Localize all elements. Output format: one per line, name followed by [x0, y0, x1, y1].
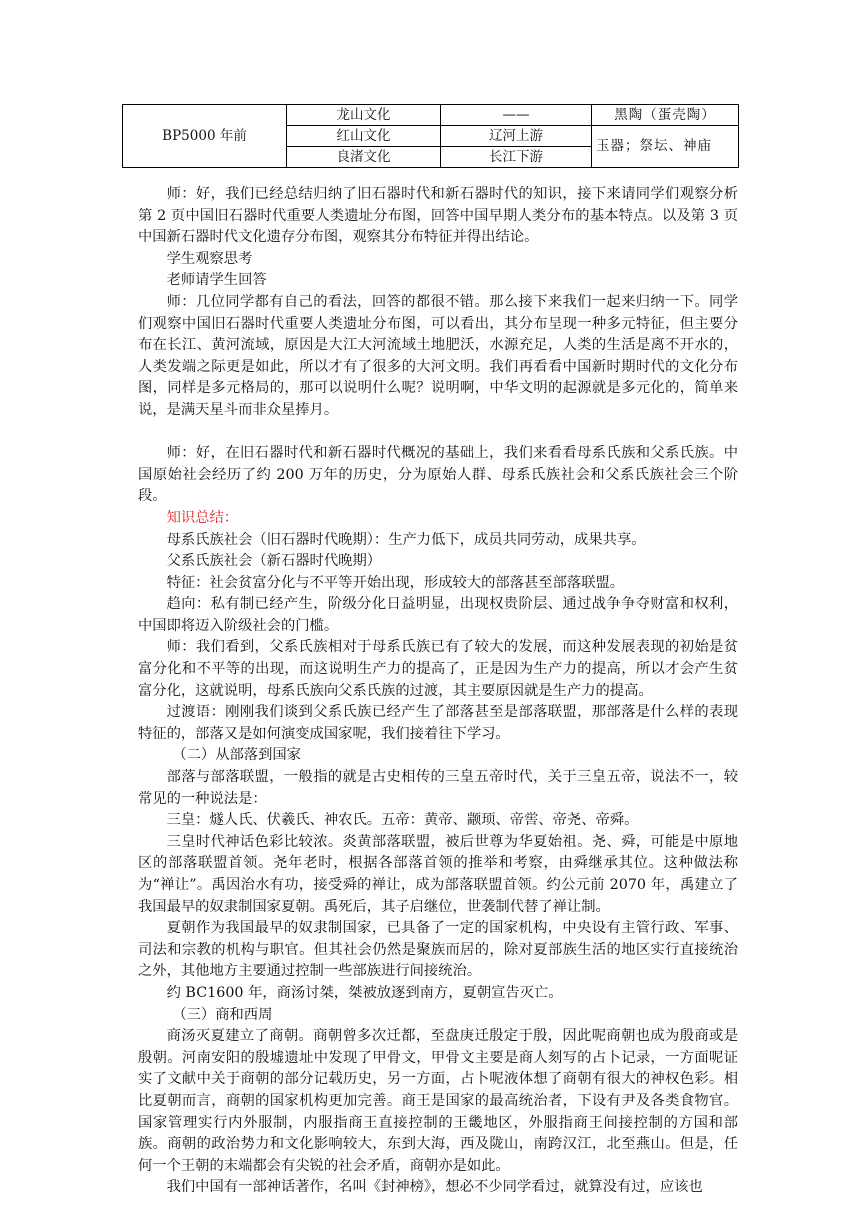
paragraph: 约 BC1600 年，商汤讨桀，桀被放逐到南方，夏朝宣告灭亡。: [166, 984, 563, 1001]
region-cell: 长江下游: [441, 147, 592, 168]
paragraph: 趋向：私有制已经产生，阶级分化日益明显，出现权贵阶层、通过战争争夺财富和权利，中国即将迈入阶级社会的门槛。: [138, 596, 738, 634]
paragraph: 师：我们看到，父系氏族相对于母系氏族已有了较大的发展，而这种发展表现的初始是贫富分化和不平等的出现，而这说明生产力的提高了，正是因为生产力的提高，所以才会产生贫富分化，这就说明，母系氏族向父系氏族的过渡，其主要原因就是生产力的提高。: [138, 639, 738, 699]
knowledge-summary-heading: 知识总结：: [166, 509, 239, 526]
paragraph: 过渡语：刚刚我们谈到父系氏族已经产生了部落甚至是部落联盟，那部落是什么样的表现特征的，部落又是如何演变成国家呢，我们接着往下学习。: [138, 704, 738, 742]
blank-line: [138, 422, 738, 444]
relic-cell: 黑陶（蛋壳陶）: [592, 105, 739, 126]
table-row: [123, 105, 739, 126]
paragraph: 商汤灭夏建立了商朝。商朝曾多次迁都，至盘庚迁殷定于殷，因此呢商朝也成为殷商或是殷朝。河南安阳的殷墟遗址中发现了甲骨文，甲骨文主要是商人刻写的占卜记录，一方面呢证实了文献中关于商朝的部分记载历史，另一方面，占卜呢液体想了商朝有很大的神权色彩。相比夏朝而言，商朝的国家机构更加完善。商王是国家的最高统治者，下设有尹及各类食物官。国家管理实行内外服制，内服指商王直接控制的王畿地区，外服指商王间接控制的方国和部族。商朝的政治势力和文化影响较大，东到大海，西及陇山，南跨汉江，北至燕山。但是，任何一个王朝的末端都会有尖锐的社会矛盾，商朝亦是如此。: [138, 1028, 738, 1174]
paragraph: 老师请学生回答: [166, 272, 267, 289]
paragraph: 师：好，我们已经总结归纳了旧石器时代和新石器时代的知识，接下来请同学们观察分析第 2 页中国旧石器时代重要人类遗址分布图，回答中国早期人类分布的基本特点。以及第 3 页中国新石器时代文化遗存分布图，观察其分布特征并得出结论。: [138, 186, 738, 246]
culture-cell: 良渚文化: [287, 147, 441, 168]
paragraph: 夏朝作为我国最早的奴隶制国家，已具备了一定的国家机构，中央设有主管行政、军事、司法和宗教的机构与职官。但其社会仍然是聚族而居的，除对夏部族生活的地区实行直接统治之外，其他地方主要通过控制一些部族进行间接统治。: [138, 920, 738, 980]
relic-cell: 玉器；祭坛、神庙: [592, 126, 739, 168]
paragraph: 师：几位同学都有自己的看法，回答的都很不错。那么接下来我们一起来归纳一下。同学们观察中国旧石器时代重要人类遗址分布图，可以看出，其分布呈现一种多元特征，但主要分布在长江、黄河流域，原因是大江大河流域土地肥沃，水源充足，人类的生活是离不开水的，人类发端之际更是如此，所以才有了很多的大河文明。我们再看看中国新时期时代的文化分布图，同样是多元格局的，那可以说明什么呢？说明啊，中华文明的起源就是多元化的，简单来说，是满天星斗而非众星捧月。: [138, 293, 738, 418]
culture-cell: 红山文化: [287, 126, 441, 147]
paragraph: 母系氏族社会（旧石器时代晚期）：生产力低下，成员共同劳动，成果共享。: [166, 531, 646, 548]
paragraph: 特征：社会贫富分化与不平等开始出现，形成较大的部落甚至部落联盟。: [166, 574, 625, 591]
region-cell: ——: [441, 105, 592, 126]
culture-cell: 龙山文化: [287, 105, 441, 126]
period-cell: BP5000 年前: [123, 105, 287, 168]
section-heading: （二）从部落到国家: [172, 747, 301, 764]
neolithic-culture-table: [122, 104, 739, 168]
paragraph: 我们中国有一部神话著作，名叫《封神榜》，想必不少同学看过，就算没有过，应该也: [166, 1179, 703, 1196]
region-cell: 辽河上游: [441, 126, 592, 147]
paragraph: 三皇：燧人氏、伏羲氏、神农氏。五帝：黄帝、颛顼、帝喾、帝尧、帝舜。: [166, 812, 639, 829]
section-heading: （三）商和西周: [172, 1006, 273, 1023]
paragraph: 三皇时代神话色彩比较浓。炎黄部落联盟，被后世尊为华夏始祖。尧、舜，可能是中原地区的部落联盟首领。尧年老时，根据各部落首领的推举和考察，由舜继承其位。这种做法称为“禅让”。禹因治水有功，接受舜的禅让，成为部落联盟首领。约公元前 2070 年，禹建立了我国最早的奴隶制国家夏朝。禹死后，其子启继位，世袭制代替了禅让制。: [138, 833, 738, 915]
paragraph: 部落与部落联盟，一般指的就是古史相传的三皇五帝时代，关于三皇五帝，说法不一，较常见的一种说法是：: [138, 769, 738, 807]
paragraph: 父系氏族社会（新石器时代晚期）: [166, 553, 382, 570]
paragraph: 师：好，在旧石器时代和新石器时代概况的基础上，我们来看看母系氏族和父系氏族。中国原始社会经历了约 200 万年的历史，分为原始人群、母系氏族社会和父系氏族社会三个阶段。: [138, 445, 738, 505]
lesson-body: [138, 184, 738, 1199]
paragraph: 学生观察思考: [166, 250, 253, 267]
